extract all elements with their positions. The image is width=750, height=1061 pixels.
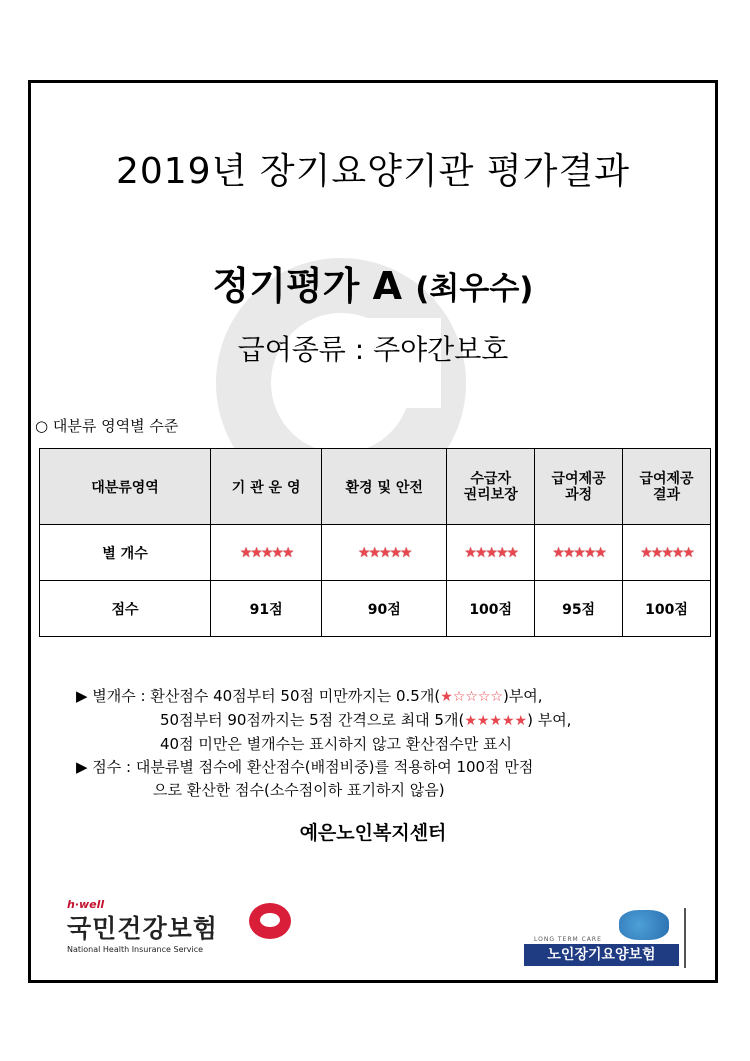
score-cell: 91점 <box>211 581 322 637</box>
nhis-tagline: h·well <box>67 898 105 911</box>
empty-stars-icon: ☆☆☆☆ <box>452 689 503 705</box>
page-title: 2019년 장기요양기관 평가결과 <box>115 151 631 192</box>
table-header-row <box>40 449 711 525</box>
full-stars-icon: ★★★★★ <box>464 713 528 729</box>
score-cell: 100점 <box>447 581 535 637</box>
star-row-label: 별 개수 <box>40 525 211 581</box>
note-text: 50점부터 90점까지는 5점 간격으로 최대 5개( <box>160 711 465 729</box>
grade-main: 정기평가 A <box>212 264 403 308</box>
star-rating: ★★★★★ <box>623 525 711 581</box>
table-row <box>40 581 711 637</box>
grade-sub: (최우수) <box>415 271 534 307</box>
notes <box>76 685 571 802</box>
table-header: 급여제공 과정 <box>535 449 623 525</box>
score-cell: 90점 <box>322 581 447 637</box>
table-header: 환경 및 안전 <box>322 449 447 525</box>
note-line: 40점 미만은 별개수는 표시하지 않고 환산점수만 표시 <box>160 735 512 753</box>
heart-icon <box>249 903 291 939</box>
star-rating: ★★★★★ <box>535 525 623 581</box>
score-cell: 95점 <box>535 581 623 637</box>
table-header: 기 관 운 영 <box>211 449 322 525</box>
score-cell: 100점 <box>623 581 711 637</box>
table-header: 수급자 권리보장 <box>447 449 535 525</box>
note-line <box>76 685 571 709</box>
star-rating: ★★★★★ <box>211 525 322 581</box>
star-rating: ★★★★★ <box>447 525 535 581</box>
ltc-emblem-icon <box>619 910 669 940</box>
table-row <box>40 525 711 581</box>
nhis-name: 국민건강보험 <box>67 914 218 943</box>
ltc-name: 노인장기요양보험 <box>524 944 679 966</box>
certificate-frame <box>28 80 718 983</box>
center-name: 예은노인복지센터 <box>299 822 447 844</box>
evaluation-table <box>39 448 711 637</box>
section-label: ○ 대분류 영역별 수준 <box>35 417 179 435</box>
nhis-logo <box>67 898 218 954</box>
score-row-label: 점수 <box>40 581 211 637</box>
note-line: 으로 환산한 점수(소수점이하 표기하지 않음) <box>153 781 445 799</box>
heart-inner <box>260 913 280 927</box>
grade-heading <box>31 255 715 310</box>
note-line <box>76 709 571 733</box>
service-type: 급여종류 : 주야간보호 <box>237 333 509 366</box>
note-text: )부여, <box>502 687 543 705</box>
star-rating: ★★★★★ <box>322 525 447 581</box>
note-line: ▶ 점수 : 대분류별 점수에 환산점수(배점비중)를 적용하여 100점 만점 <box>76 758 534 776</box>
note-text: ) 부여, <box>527 711 572 729</box>
ltc-small-text: LONG TERM CARE <box>534 936 602 943</box>
note-text: ▶ 별개수 : 환산점수 40점부터 50점 미만까지는 0.5개( <box>76 687 441 705</box>
half-star-icon: ★ <box>440 689 453 705</box>
table-header: 급여제공 결과 <box>623 449 711 525</box>
ltc-logo <box>524 908 686 968</box>
nhis-english: National Health Insurance Service <box>67 945 204 954</box>
table-header: 대분류영역 <box>40 449 211 525</box>
